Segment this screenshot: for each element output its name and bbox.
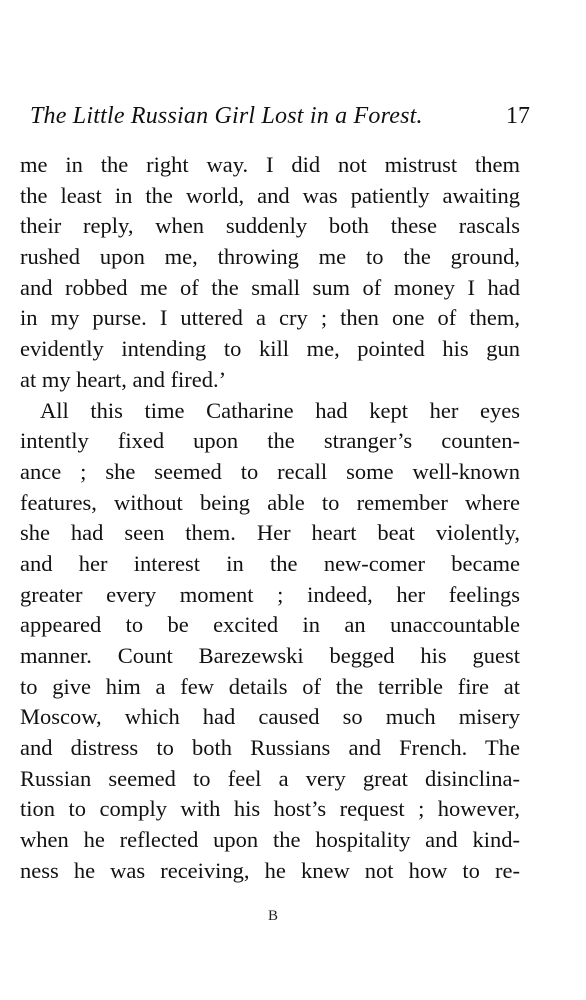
paragraph-first-line: All this time Catharine had kept her eyes <box>40 397 520 423</box>
text-line: Russian seemed to feel a very great disinclina- <box>20 765 520 791</box>
text-line: greater every moment ; indeed, her feelings <box>20 581 520 607</box>
text-line: evidently intending to kill me, pointed his gun <box>20 336 520 362</box>
text-line: she had seen them. Her heart beat violently, <box>20 520 520 546</box>
signature-mark: B <box>267 908 278 924</box>
running-head <box>30 103 530 139</box>
running-title: The Little Russian Girl Lost in a Forest. <box>30 103 423 129</box>
text-line: rushed upon me, throwing me to the ground, <box>20 244 520 270</box>
text-line: tion to comply with his host’s request ; however, <box>20 796 520 822</box>
text-line: when he reflected upon the hospitality and kind- <box>20 827 520 853</box>
text-line: intently fixed upon the stranger’s counten- <box>20 428 520 454</box>
text-line: and her interest in the new-comer became <box>20 550 520 576</box>
text-line: and robbed me of the small sum of money I had <box>20 274 520 300</box>
text-line: in my purse. I uttered a cry ; then one of them, <box>20 305 520 331</box>
text-line: at my heart, and fired.’ <box>20 366 227 392</box>
page-number: 17 <box>506 103 530 129</box>
text-line: the least in the world, and was patiently awaiting <box>20 182 520 208</box>
text-line: features, without being able to remember where <box>20 489 520 515</box>
text-line: their reply, when suddenly both these rascals <box>20 213 520 239</box>
text-line: to give him a few details of the terrible fire at <box>20 673 520 699</box>
text-line: appeared to be excited in an unaccountable <box>20 612 520 638</box>
text-line: and distress to both Russians and French. The <box>20 735 520 761</box>
body-text <box>20 150 520 887</box>
text-line: ance ; she seemed to recall some well-known <box>20 458 520 484</box>
text-line: manner. Count Barezewski begged his guest <box>20 643 520 668</box>
text-line: me in the right way. I did not mistrust them <box>20 152 520 177</box>
text-line: Moscow, which had caused so much misery <box>20 704 520 730</box>
text-line: ness he was receiving, he knew not how to re- <box>20 857 520 883</box>
